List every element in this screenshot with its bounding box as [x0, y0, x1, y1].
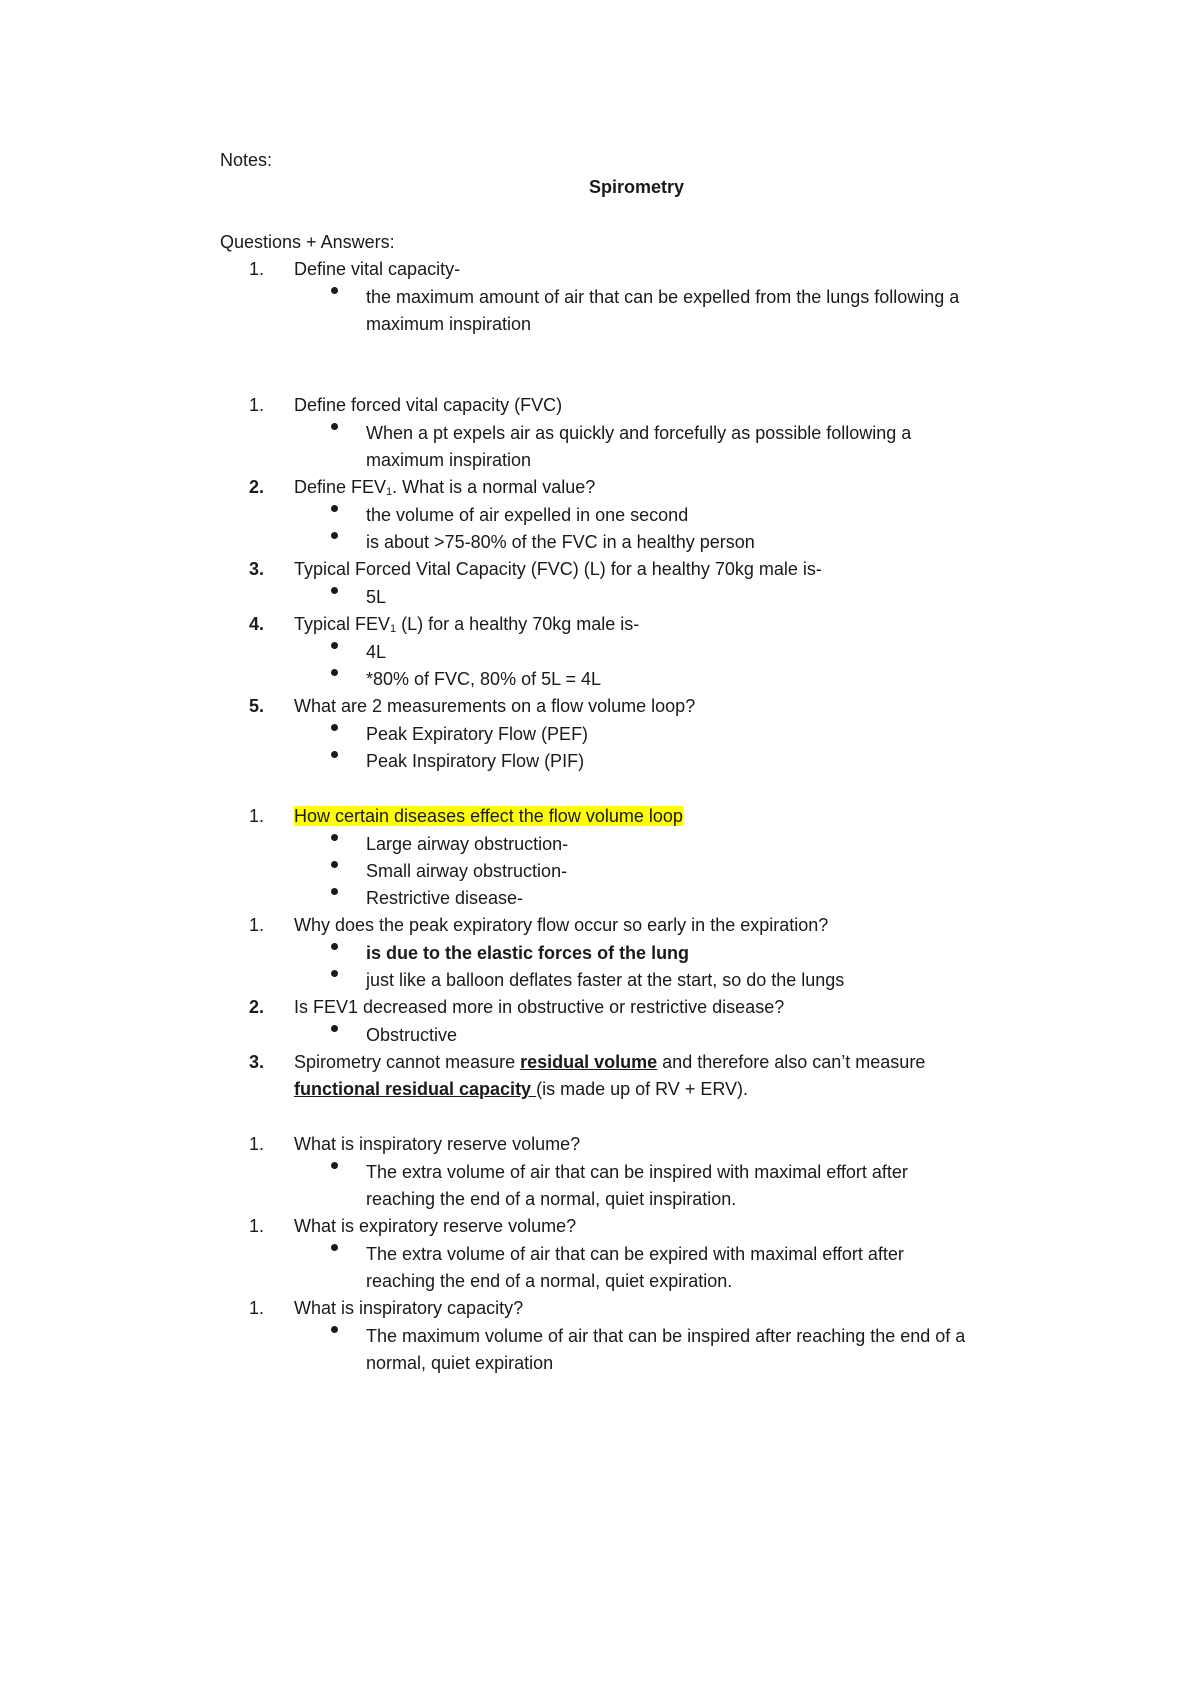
bullet-icon	[331, 751, 338, 758]
answer-line: is due to the elastic forces of the lung	[366, 943, 690, 963]
answer-line: normal, quiet expiration	[366, 1353, 554, 1373]
list-number: 2.	[248, 997, 264, 1017]
bullet-icon	[331, 861, 338, 868]
answer-line: Peak Expiratory Flow (PEF)	[366, 724, 589, 744]
answer-line: *80% of FVC, 80% of 5L = 4L	[366, 669, 601, 689]
question-peak-early: Why does the peak expiratory flow occur so early in the expiration?	[294, 915, 829, 935]
list-number: 1.	[248, 806, 264, 826]
answer-line: The extra volume of air that can be inspired with maximal effort after	[366, 1162, 908, 1182]
bullet-icon	[331, 505, 338, 512]
notes-label: Notes:	[220, 150, 273, 170]
bullet-icon	[331, 970, 338, 977]
list-number: 2.	[248, 477, 264, 497]
answer-line: 5L	[366, 587, 387, 607]
question-irv: What is inspiratory reserve volume?	[294, 1134, 581, 1154]
answer-line: the maximum amount of air that can be expelled from the lungs following a	[366, 287, 960, 307]
question-vital-capacity: Define vital capacity-	[294, 259, 461, 279]
page-title: Spirometry	[589, 177, 685, 197]
answer-line: 4L	[366, 642, 387, 662]
answer-line: reaching the end of a normal, quiet inspiration.	[366, 1189, 737, 1209]
question-fvc: Define forced vital capacity (FVC)	[294, 395, 563, 415]
bullet-icon	[331, 287, 338, 294]
answer-line: just like a balloon deflates faster at the start, so do the lungs	[366, 970, 845, 990]
answer-line: the volume of air expelled in one second	[366, 505, 689, 525]
question-loop-measurements: What are 2 measurements on a flow volume loop?	[294, 696, 696, 716]
answer-line: Restrictive disease-	[366, 888, 524, 908]
question-ic: What is inspiratory capacity?	[294, 1298, 524, 1318]
bullet-icon	[331, 724, 338, 731]
bullet-icon	[331, 669, 338, 676]
bullet-icon	[331, 423, 338, 430]
statement-residual-volume: Spirometry cannot measure residual volume and therefore also can’t measure	[294, 1052, 926, 1072]
highlighted-text: How certain diseases effect the flow volume loop	[294, 806, 683, 826]
bullet-icon	[331, 1025, 338, 1032]
list-number: 3.	[248, 1052, 264, 1072]
answer-line: When a pt expels air as quickly and forcefully as possible following a	[366, 423, 912, 443]
answer-line: Peak Inspiratory Flow (PIF)	[366, 751, 585, 771]
question-typical-fev1: Typical $FEV_1$ (L) for a healthy 70kg male is-	[294, 614, 640, 635]
list-number: 1.	[248, 395, 264, 415]
answer-line: maximum inspiration	[366, 314, 532, 334]
answer-line: The extra volume of air that can be expired with maximal effort after	[366, 1244, 904, 1264]
bullet-icon	[331, 888, 338, 895]
list-number: 3.	[248, 559, 264, 579]
list-number: 1.	[248, 1216, 264, 1236]
answer-line: Obstructive	[366, 1025, 458, 1045]
answer-line: Small airway obstruction-	[366, 861, 568, 881]
list-number: 1.	[248, 915, 264, 935]
answer-line: is about >75-80% of the FVC in a healthy person	[366, 532, 755, 552]
list-number: 1.	[248, 1134, 264, 1154]
list-number: 4.	[248, 614, 264, 634]
list-number: 1.	[248, 259, 264, 279]
list-number: 1.	[248, 1298, 264, 1318]
answer-line: reaching the end of a normal, quiet expiration.	[366, 1271, 733, 1291]
answer-line: maximum inspiration	[366, 450, 532, 470]
bullet-icon	[331, 943, 338, 950]
qa-label: Questions + Answers:	[220, 232, 395, 252]
bullet-icon	[331, 1162, 338, 1169]
statement-residual-volume-line2: functional residual capacity (is made up of RV + ERV).	[294, 1079, 749, 1099]
underlined-term: functional residual capacity	[294, 1079, 537, 1099]
question-erv: What is expiratory reserve volume?	[294, 1216, 577, 1236]
question-fev1-decrease: Is FEV1 decreased more in obstructive or restrictive disease?	[294, 997, 785, 1017]
answer-line: Large airway obstruction-	[366, 834, 569, 854]
bullet-icon	[331, 587, 338, 594]
list-number: 5.	[248, 696, 264, 716]
underlined-term: residual volume	[520, 1052, 658, 1072]
answer-line: The maximum volume of air that can be inspired after reaching the end of a	[366, 1326, 966, 1346]
bullet-icon	[331, 1326, 338, 1333]
bullet-icon	[331, 532, 338, 539]
bullet-icon	[331, 642, 338, 649]
bullet-icon	[331, 834, 338, 841]
question-typical-fvc: Typical Forced Vital Capacity (FVC) (L) for a healthy 70kg male is-	[294, 559, 822, 579]
bullet-icon	[331, 1244, 338, 1251]
question-diseases	[294, 803, 683, 830]
question-fev1: Define $FEV_1$. What is a normal value?	[294, 477, 596, 498]
